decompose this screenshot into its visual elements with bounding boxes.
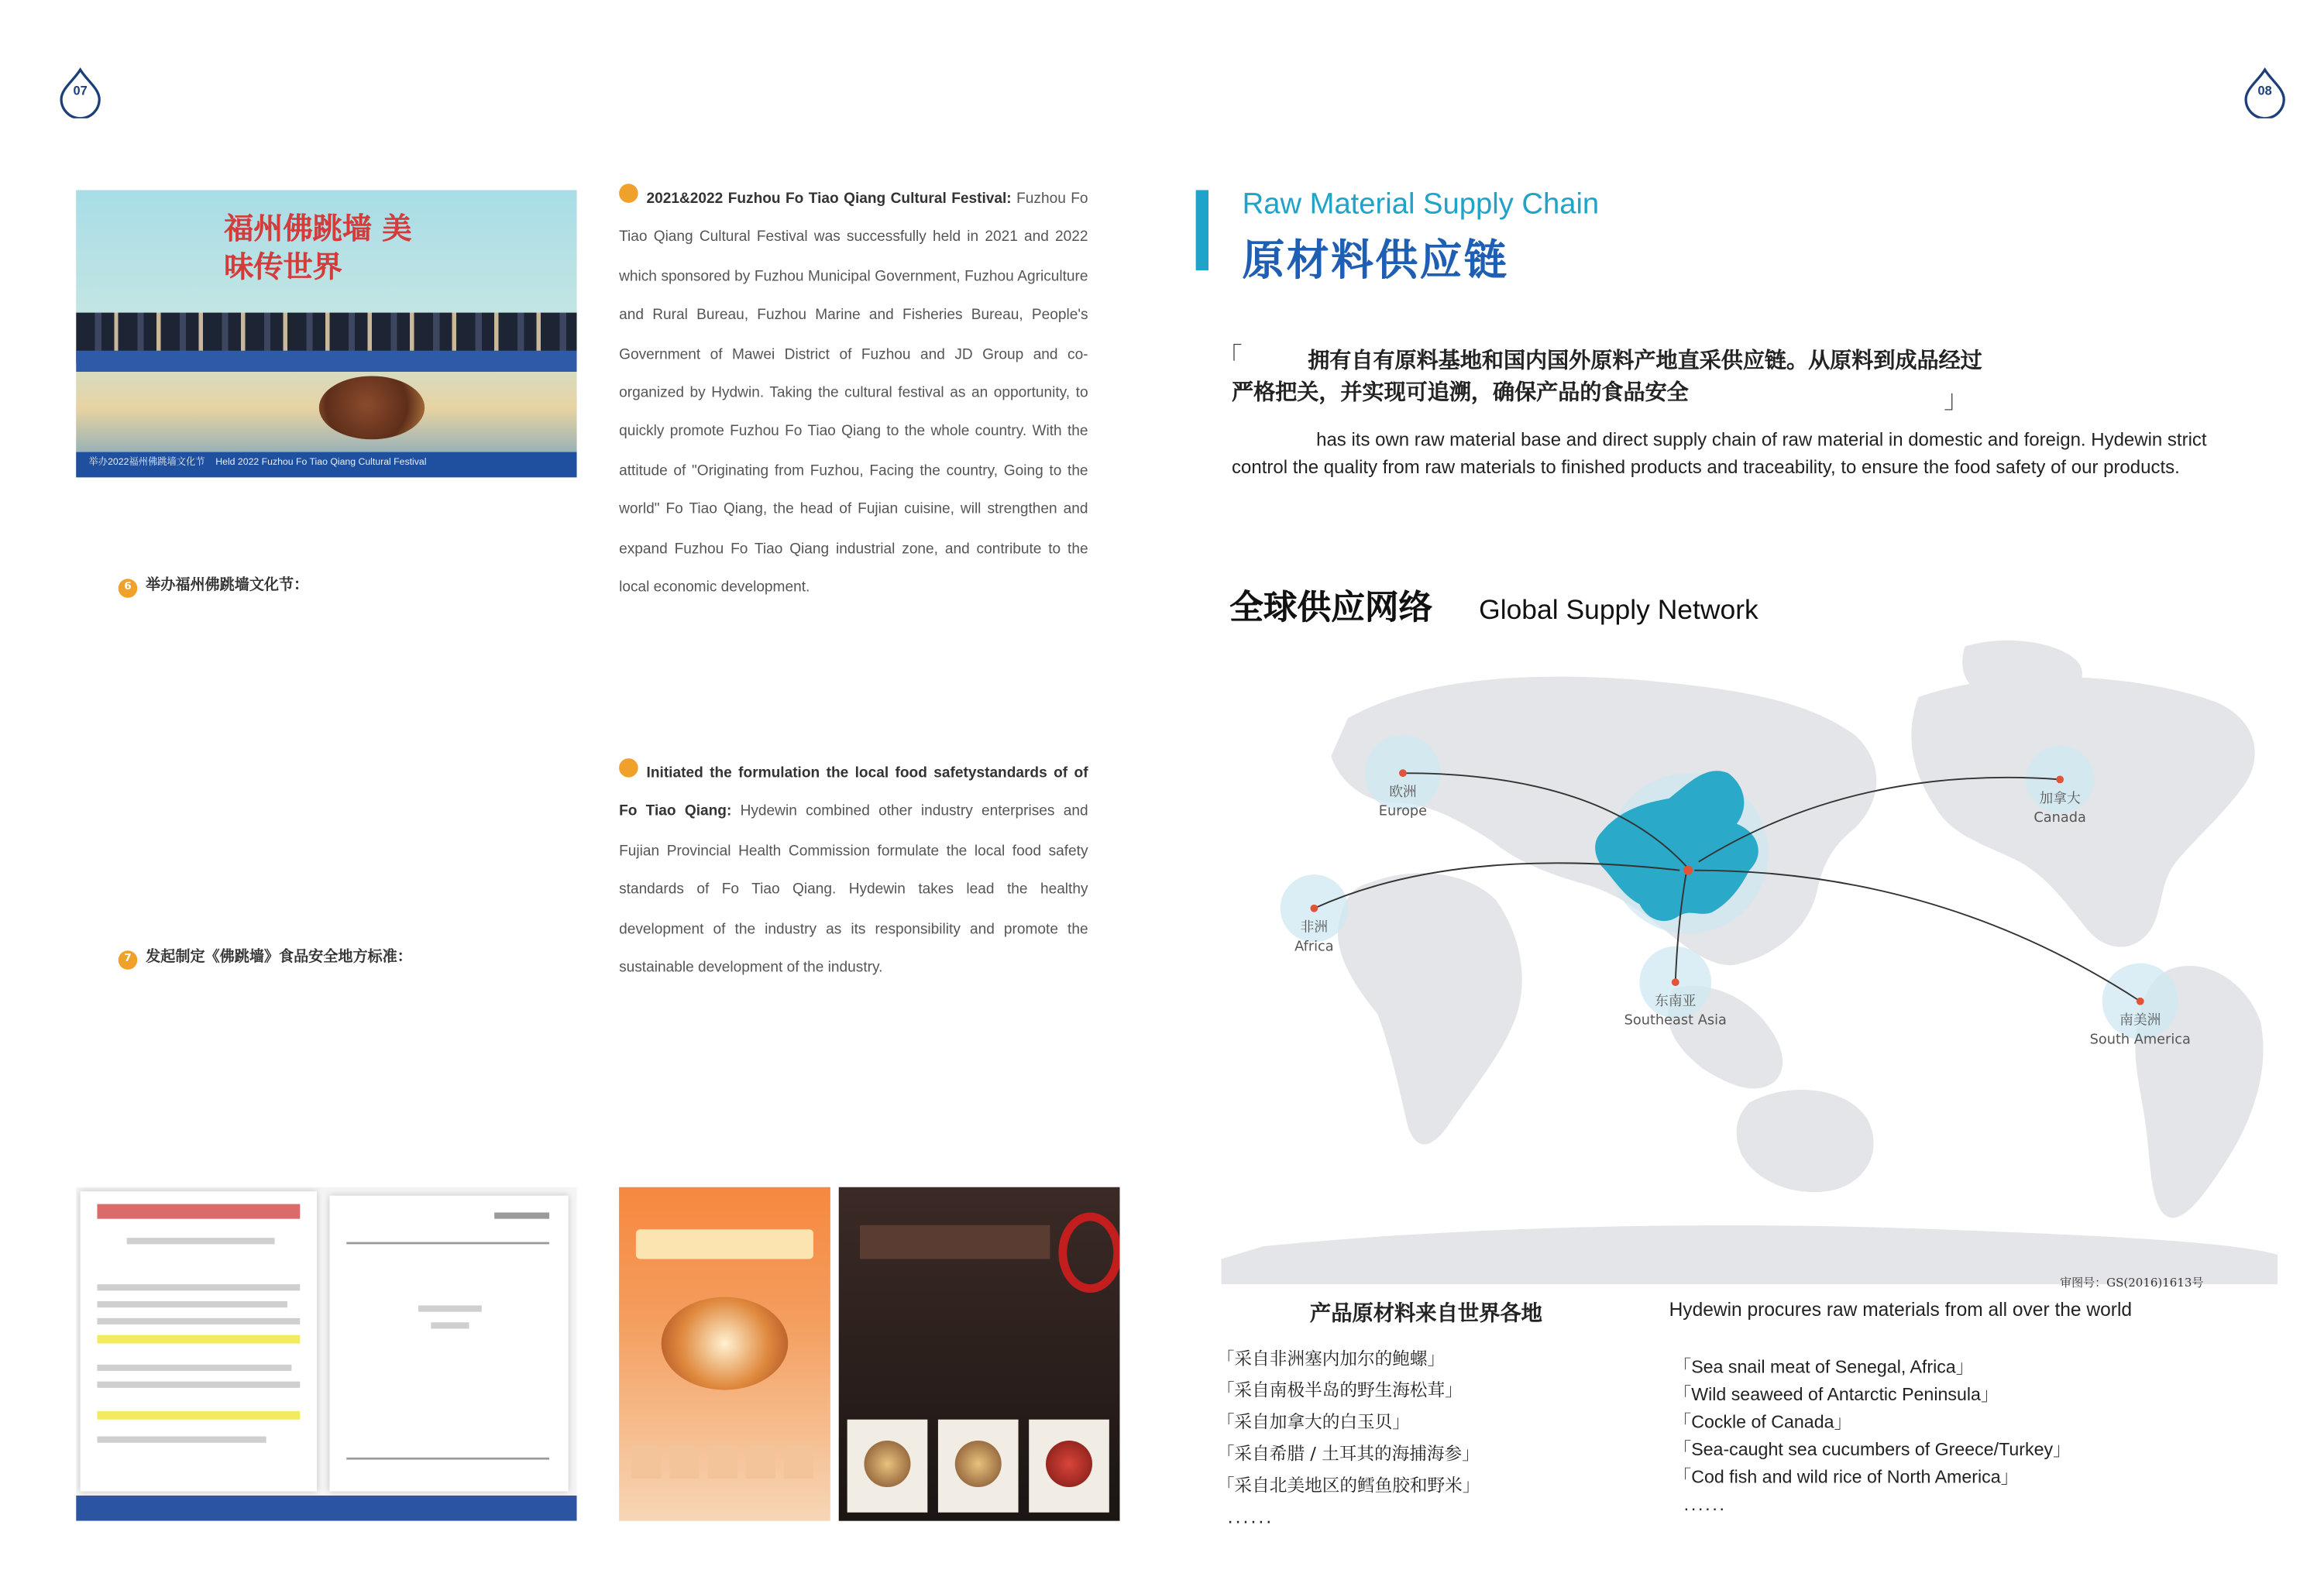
page-number-left: 07 (59, 67, 101, 118)
festival-caption-cn: 举办2022福州佛跳墙文化节 (88, 456, 205, 467)
list-item: 「采自非洲塞内加尔的鲍螺」 (1216, 1348, 1446, 1369)
festival-caption-bar (76, 452, 576, 478)
quote-close-mark: 」 (1944, 384, 1969, 414)
label-canada-en: Canada (2033, 809, 2086, 826)
en-paragraph-festival: 2021&2022 Fuzhou Fo Tiao Qiang Cultural Festival: Fuzhou Fo Tiao Qiang Cultural Festival was successfully held in 2021 and 2022 which sponsored by Fuzhou Municipal Government, Fuzhou Agriculture and Rural Bureau, Fuzhou Marine and Fisheries Bureau, People's Government of Mawei District of Fuzhou and JD Group and co-organized by Hydwin. Taking the cultural festival as an opportunity, to quickly promote Fuzhou Fo Tiao Qiang to the whole country. With the attitude of "Originating from Fuzhou, Facing the country, Going to the world" Fo Tiao Qiang, the head of Fujian cuisine, will strengthen and expand Fuzhou Fo Tiao Qiang industrial zone, and contribute to the local economic development. (619, 182, 1088, 610)
network-title-en: Global Supply Network (1479, 593, 1758, 626)
cn-paragraph-standard: 7 发起制定《佛跳墙》食品安全地方标准： (119, 938, 537, 977)
label-southeast-asia-cn: 东南亚 (1655, 994, 1697, 1010)
festival-food-graphic (319, 376, 425, 439)
sources-title-en: Hydewin procures raw materials from all over the world (1669, 1299, 2133, 1321)
quote-open-mark: 「 (1216, 342, 1243, 373)
world-land (1221, 641, 2278, 1284)
label-africa-cn: 非洲 (1300, 919, 1329, 936)
point-southeast-asia (1672, 978, 1679, 986)
label-southeast-asia-en: Southeast Asia (1624, 1012, 1727, 1029)
document-page (81, 1191, 317, 1491)
list-more-indicator: ...... (1683, 1492, 1727, 1514)
point-europe (1399, 769, 1407, 777)
point-africa (1310, 905, 1318, 912)
bullet-icon (619, 758, 638, 778)
en-paragraph-standard: Initiated the formulation the local food safetystandards of of Fo Tiao Qiang: Hydewin combined other industry enterprises and Fujian Provincial Health Commission formulate the local food safety standards of Fo Tiao Qiang. Hydewin takes lead the healthy development of the industry as its responsibility and promote the sustainable development of the industry. (619, 756, 1088, 989)
section-title-en: Raw Material Supply Chain (1242, 186, 1600, 220)
list-more-indicator: ...... (1227, 1506, 1274, 1527)
landmass-africa (1338, 873, 1522, 1144)
standard-document-photo (76, 1187, 576, 1521)
title-accent-bar (1196, 190, 1208, 270)
online-store-photo (839, 1187, 1120, 1521)
list-item: 「Sea snail meat of Senegal, Africa」 (1673, 1355, 1974, 1378)
label-canada-cn: 加拿大 (2039, 791, 2081, 807)
bullet-icon (619, 184, 638, 203)
landmass-oceania (1737, 1090, 1874, 1192)
festival-photo-title: 福州佛跳墙 美味传世界 (224, 213, 412, 286)
label-europe-en: Europe (1378, 803, 1428, 819)
map-approval-number: 审图号：GS(2016)1613号 (2060, 1278, 2204, 1291)
section-title-cn: 原材料供应链 (1242, 234, 1509, 286)
festival-caption-en: Held 2022 Fuzhou Fo Tiao Qiang Cultural Festival (215, 456, 427, 467)
cn-paragraph-festival: 6 举办福州佛跳墙文化节： (119, 566, 537, 605)
bullet-icon: 7 (119, 950, 138, 970)
sources-list-en (1673, 1354, 2071, 1517)
network-title-cn: 全球供应网络 (1229, 587, 1433, 628)
intro-quote-cn: 拥有自有原料基地和国内国外原料产地直采供应链。从原料到成品经过严格把关，并实现可追溯，确保产品的食品安全 (1232, 349, 1982, 406)
sources-list-cn (1217, 1344, 1480, 1534)
point-canada (2056, 775, 2064, 783)
festival-photo (76, 190, 576, 477)
point-south-america (2137, 998, 2144, 1005)
list-item: 「采自希腊 / 土耳其的海捕海参」 (1216, 1442, 1480, 1465)
list-item: 「Wild seaweed of Antarctic Peninsula」 (1673, 1383, 1999, 1405)
list-item: 「采自南极半岛的野生海松茸」 (1216, 1379, 1463, 1401)
list-item: 「采自加拿大的白玉贝」 (1216, 1410, 1410, 1433)
label-south-america-en: South America (2089, 1032, 2191, 1048)
list-item: 「Cod fish and wild rice of North America」 (1673, 1465, 2019, 1486)
label-africa-en: Africa (1294, 939, 1334, 955)
list-item: 「Sea-caught sea cucumbers of Greece/Turkey」 (1673, 1438, 2071, 1459)
intro-text-en: has its own raw material base and direct supply chain of raw material in domestic and foreign. Hydewin strict control the quality from raw materials to finished products and traceability, to ensure the food safety of our products. (1232, 428, 2207, 477)
list-item: 「采自北美地区的鳕鱼胶和野米」 (1216, 1474, 1480, 1496)
bullet-icon: 6 (119, 579, 138, 598)
sources-title-cn: 产品原材料来自世界各地 (1309, 1303, 1542, 1327)
label-south-america-cn: 南美洲 (2119, 1012, 2161, 1029)
document-page (329, 1196, 568, 1492)
promotion-poster-photo (619, 1187, 830, 1521)
world-supply-map (1221, 634, 2278, 1284)
page-number-right: 08 (2243, 67, 2286, 118)
label-europe-cn: 欧洲 (1389, 785, 1417, 801)
list-item: 「Cockle of Canada」 (1673, 1410, 1852, 1432)
point-china (1683, 866, 1693, 875)
